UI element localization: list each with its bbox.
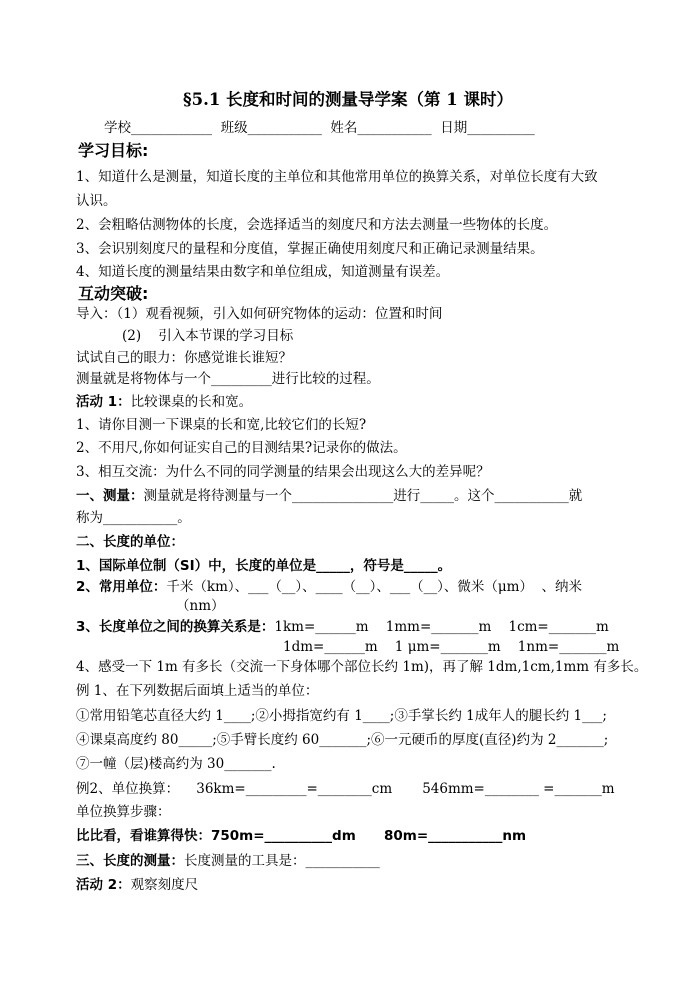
example-1-row-3: ⑦一幢（层)楼高约为 30_______. [76,756,276,772]
unit-item-4: 4、感受一下 1m 有多长（交流一下身体哪个部位长约 1m)，再了解 1dm,1cm,1mm 有多长。 [76,659,648,675]
unit-item-1: 1、国际单位制（SI）中，长度的单位是_____，符号是_____。 [76,558,452,574]
activity-1-item-3: 3、相互交流：为什么不同的同学测量的结果会出现这么大的差异呢？ [76,464,490,480]
unit-item-3-label: 3、长度单位之间的换算关系是： [76,619,275,635]
goal-1: 1、知道什么是测量，知道长度的主单位和其他常用单位的换算关系，对单位长度有大致 [76,169,598,185]
unit-item-2-text: 千米（km）、___（__）、____（__）、___（__）、微米（μm） 、纳米 [166,579,583,595]
example-1-row-2: ④课桌高度约 80_____;⑤手臂长度约 60_______;⑥一元硬币的厚度(直径)约为 2_______; [76,732,609,748]
section-1-text: 测量就是将待测量与一个_______________进行_____。这个___________就 [143,488,583,504]
goals-heading: 学习目标: [78,141,149,160]
goal-3: 3、会识别刻度尺的量程和分度值，掌握正确使用刻度尺和正确记录测量结果。 [76,241,544,257]
activity-1-label: 活动 1： [76,394,131,410]
unit-item-3 [76,617,609,637]
section-1-label: 一、测量： [76,488,144,504]
activity-2 [76,875,198,895]
measure-definition: 测量就是将物体与一个_________进行比较的过程。 [76,371,380,387]
activity-1-text: 比较课桌的长和宽。 [130,394,253,410]
section-1 [76,486,582,506]
goal-1-cont: 认识。 [76,193,117,209]
section-1-cont: 称为___________。 [76,510,191,526]
unit-item-2 [76,577,582,597]
unit-item-3-cont: 1dm=______m 1 μm=_______m 1nm=_______m [283,639,620,655]
example-2: 例2、单位换算： 36km=_________=________cm 546mm=________ =_______m [76,781,615,797]
intro-2: (2) 引入本节课的学习目标 [122,328,294,344]
activity-1-item-1: 1、请你目测一下课桌的长和宽,比较它们的长短? [76,417,367,433]
section-3 [76,851,380,871]
goal-4: 4、知道长度的测量结果由数字和单位组成，知道测量有误差。 [76,264,450,280]
section-3-label: 三、长度的测量： [76,853,184,869]
example-1-row-1: ①常用铅笔芯直径大约 1____;②小拇指宽约有 1____;③手掌长约 1成年人的腿长约 1___; [76,708,607,724]
unit-item-2-cont: （nm） [176,598,225,614]
section-2-heading: 二、长度的单位： [76,534,184,550]
example-1-intro: 例 1、在下列数据后面填上适当的单位： [76,683,319,699]
interact-heading: 互动突破: [78,284,149,303]
activity-1-item-2: 2、不用尺,你如何证实自己的目测结果?记录你的做法。 [76,440,407,456]
page-title: §5.1 长度和时间的测量导学案（第 1 课时） [182,90,514,109]
activity-1 [76,392,252,412]
section-3-text: 长度测量的工具是：___________ [184,853,380,869]
try-eye: 试试自己的眼力：你感觉谁长谁短？ [76,350,292,366]
activity-2-label: 活动 2： [76,877,131,893]
unit-item-3-text: 1km=______m 1mm=_______m 1cm=_______m [274,619,609,635]
goal-2: 2、会粗略估测物体的长度，会选择适当的刻度尺和方法去测量一些物体的长度。 [76,217,558,233]
intro-1: 导入：（1）观看视频，引入如何研究物体的运动：位置和时间 [76,306,443,322]
unit-item-2-label: 2、常用单位： [76,579,167,595]
info-line: 学校____________ 班级___________ 姓名___________ 日期__________ [104,120,535,136]
conversion-steps: 单位换算步骤： [76,804,171,820]
compare-line: 比比看，看谁算得快：750m=__________dm 80m=___________nm [76,828,527,844]
activity-2-text: 观察刻度尺 [130,877,199,893]
